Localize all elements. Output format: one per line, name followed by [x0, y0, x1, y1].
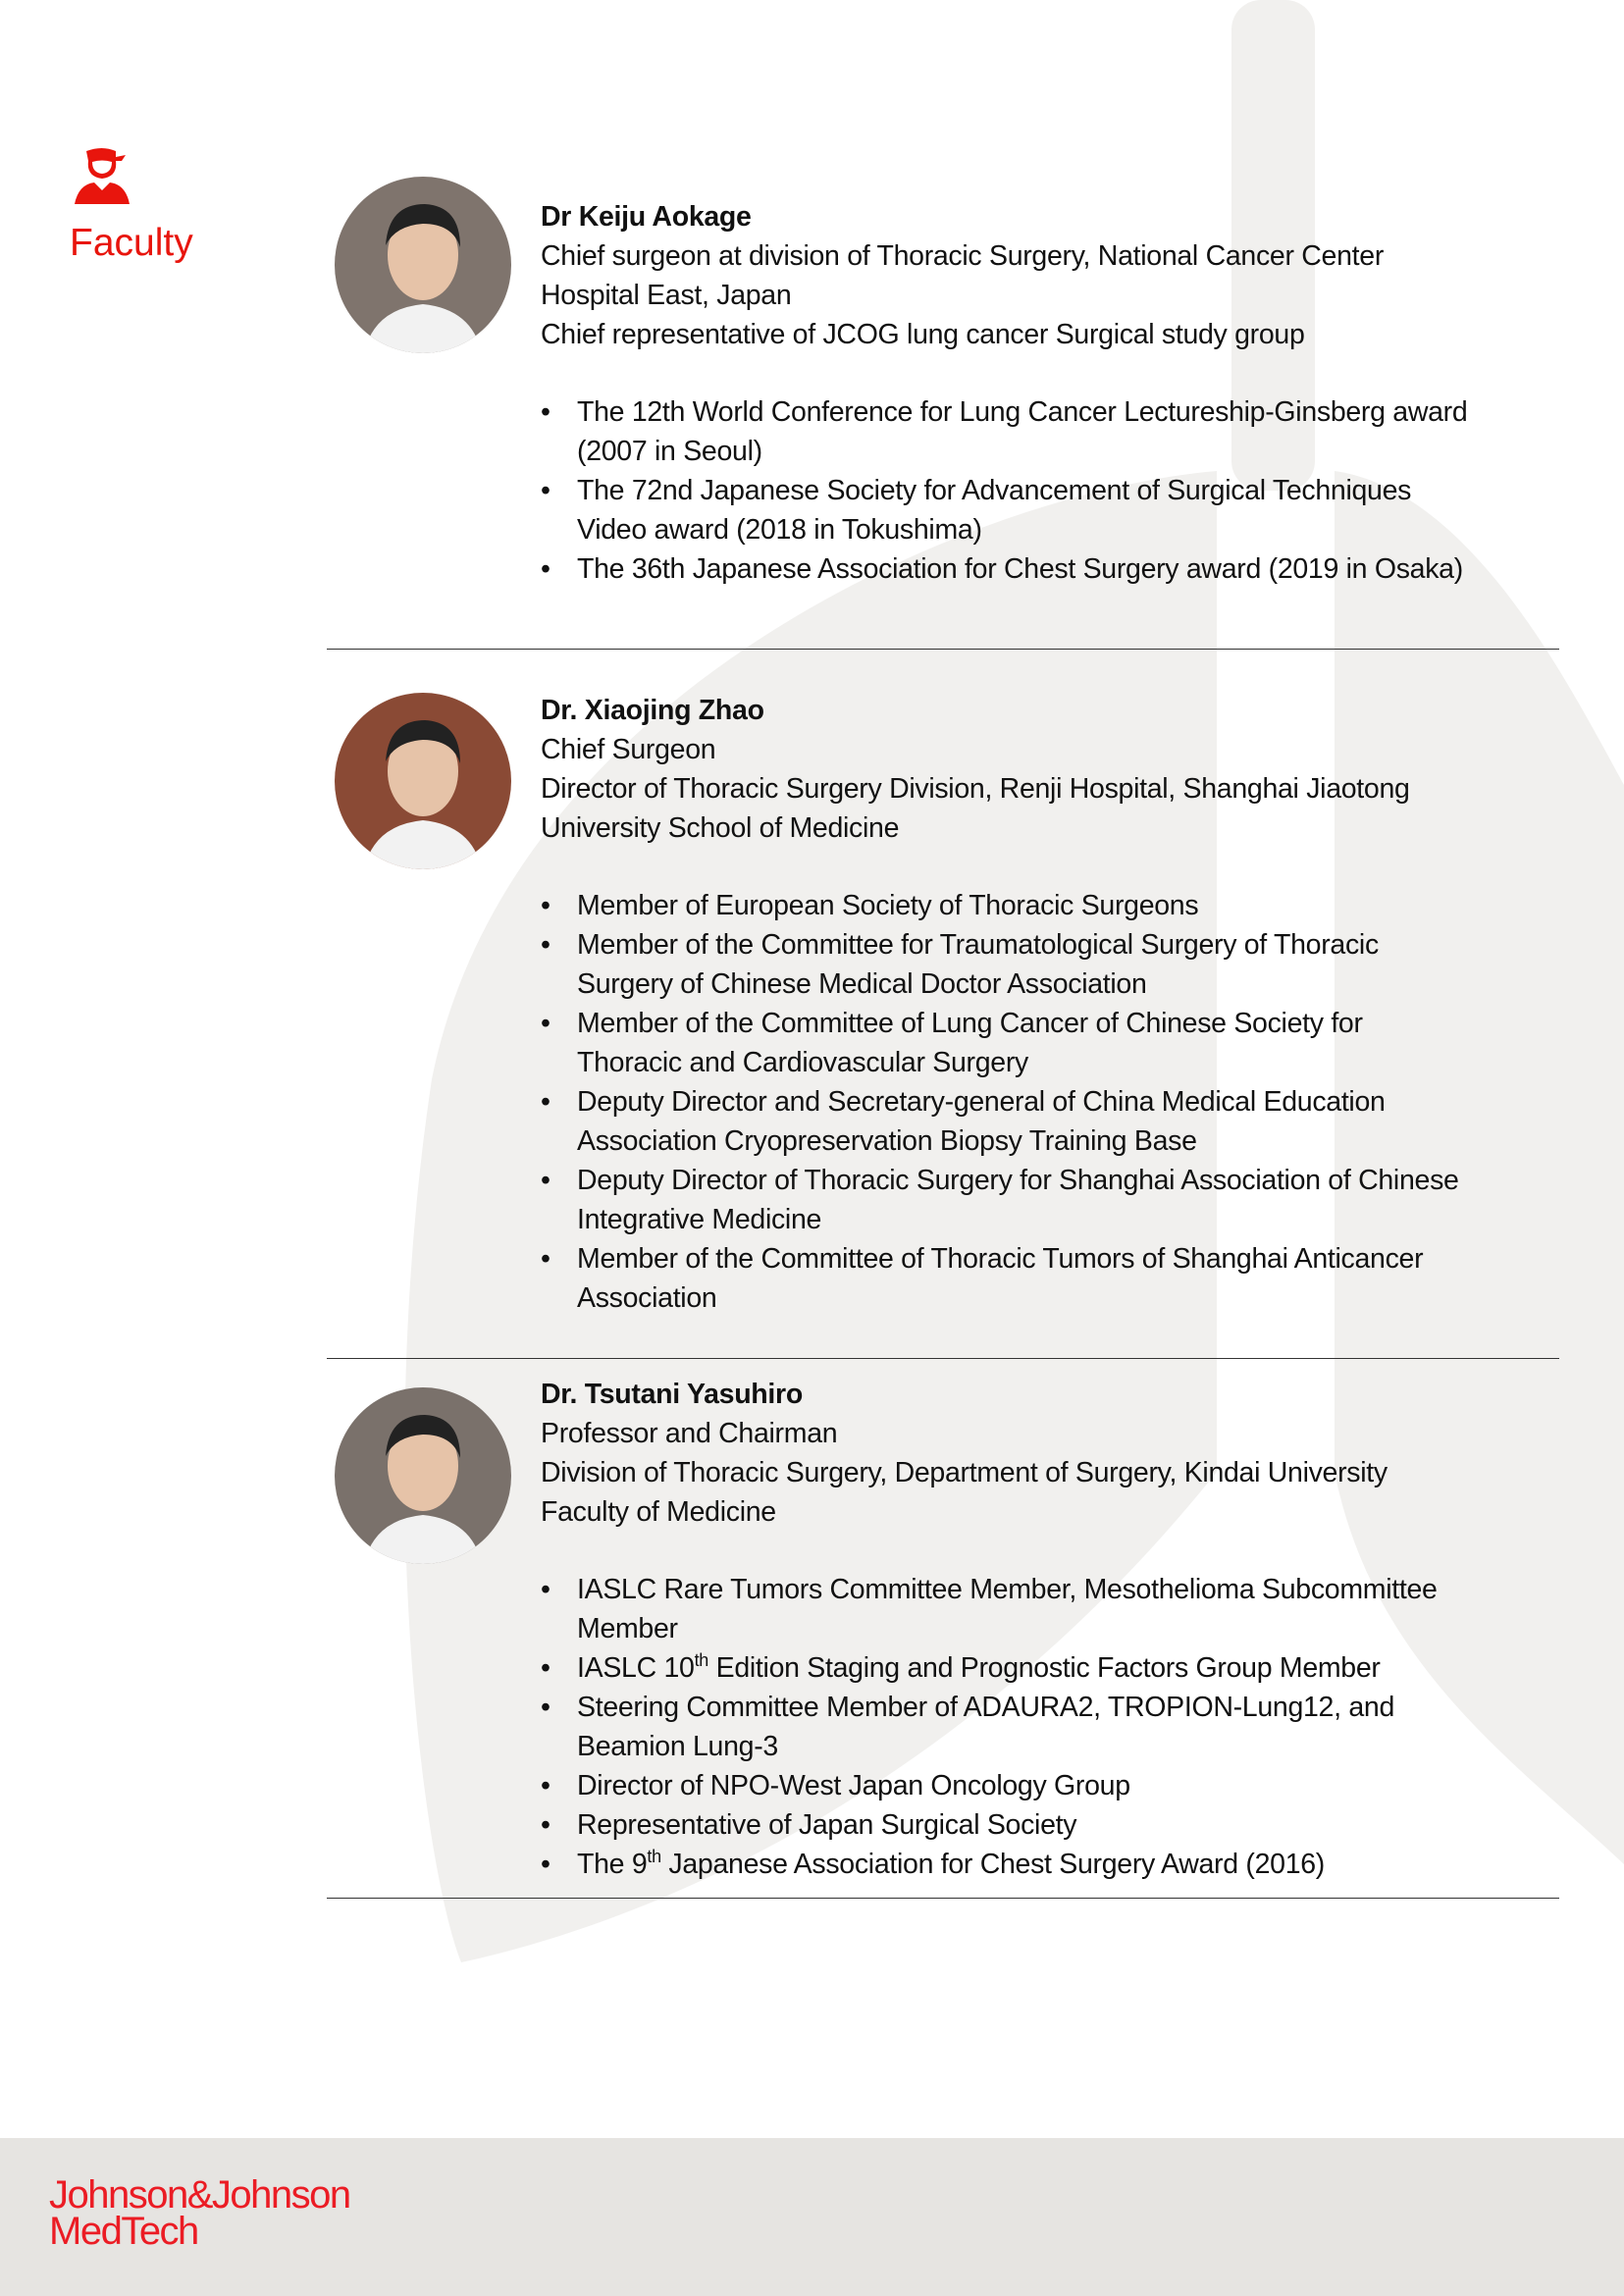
faculty-photo	[335, 1387, 511, 1564]
logo-line-1: Johnson&Johnson	[49, 2173, 350, 2217]
faculty-bio	[541, 691, 1459, 1318]
list-item: • The 36th Japanese Association for Chest Surgery award (2019 in Osaka)	[541, 549, 1467, 589]
faculty-detail: Chief representative of JCOG lung cancer Surgical study group	[541, 319, 1305, 350]
achievement-list	[541, 1570, 1438, 1884]
faculty-photo	[335, 177, 511, 353]
list-item: • IASLC Rare Tumors Committee Member, Mesothelioma Subcommittee Member	[541, 1570, 1438, 1648]
faculty-bio	[541, 1375, 1438, 1884]
section-title: Faculty	[70, 222, 193, 264]
list-item: • The 72nd Japanese Society for Advancement of Surgical Techniques Video award (2018 in Tokushima)	[541, 471, 1467, 549]
list-item: • Member of the Committee for Traumatological Surgery of Thoracic Surgery of Chinese Medical Doctor Association	[541, 925, 1459, 1004]
list-item: • Representative of Japan Surgical Society	[541, 1805, 1438, 1845]
divider	[327, 649, 1559, 650]
list-item: • IASLC 10th Edition Staging and Prognostic Factors Group Member	[541, 1648, 1438, 1688]
logo-line-2: MedTech	[49, 2210, 198, 2253]
company-logo	[49, 2173, 350, 2253]
list-item: • Deputy Director of Thoracic Surgery for Shanghai Association of Chinese Integrative Medicine	[541, 1161, 1459, 1239]
divider	[327, 1898, 1559, 1899]
list-item: • Member of the Committee of Lung Cancer of Chinese Society for Thoracic and Cardiovascular Surgery	[541, 1004, 1459, 1082]
surgeon-icon	[73, 147, 131, 204]
list-item: • Member of European Society of Thoracic Surgeons	[541, 886, 1459, 925]
list-item: • Member of the Committee of Thoracic Tumors of Shanghai Anticancer Association	[541, 1239, 1459, 1318]
faculty-detail: Chief surgeon at division of Thoracic Surgery, National Cancer Center	[541, 240, 1385, 272]
faculty-detail: Faculty of Medicine	[541, 1496, 776, 1528]
divider	[327, 1358, 1559, 1359]
achievement-list	[541, 886, 1459, 1318]
list-item: • Director of NPO-West Japan Oncology Group	[541, 1766, 1438, 1805]
footer	[0, 2138, 1624, 2296]
faculty-photo	[335, 693, 511, 869]
list-item: • The 12th World Conference for Lung Cancer Lectureship-Ginsberg award (2007 in Seoul)	[541, 392, 1467, 471]
faculty-bio	[541, 197, 1467, 589]
faculty-name: Dr. Tsutani Yasuhiro	[541, 1379, 803, 1410]
achievement-list	[541, 392, 1467, 589]
list-item: • Deputy Director and Secretary-general of China Medical Education Association Cryopreservation Biopsy Training Base	[541, 1082, 1459, 1161]
list-item: • Steering Committee Member of ADAURA2, TROPION-Lung12, and Beamion Lung-3	[541, 1688, 1438, 1766]
faculty-name: Dr Keiju Aokage	[541, 201, 752, 233]
faculty-name: Dr. Xiaojing Zhao	[541, 695, 764, 726]
list-item: • The 9th Japanese Association for Chest Surgery Award (2016)	[541, 1845, 1438, 1884]
faculty-detail: Chief Surgeon	[541, 734, 716, 765]
faculty-detail: Director of Thoracic Surgery Division, Renji Hospital, Shanghai Jiaotong	[541, 773, 1410, 805]
faculty-detail: Professor and Chairman	[541, 1418, 838, 1449]
faculty-detail: Division of Thoracic Surgery, Department of Surgery, Kindai University	[541, 1457, 1388, 1488]
faculty-detail: University School of Medicine	[541, 812, 900, 844]
faculty-detail: Hospital East, Japan	[541, 280, 792, 311]
